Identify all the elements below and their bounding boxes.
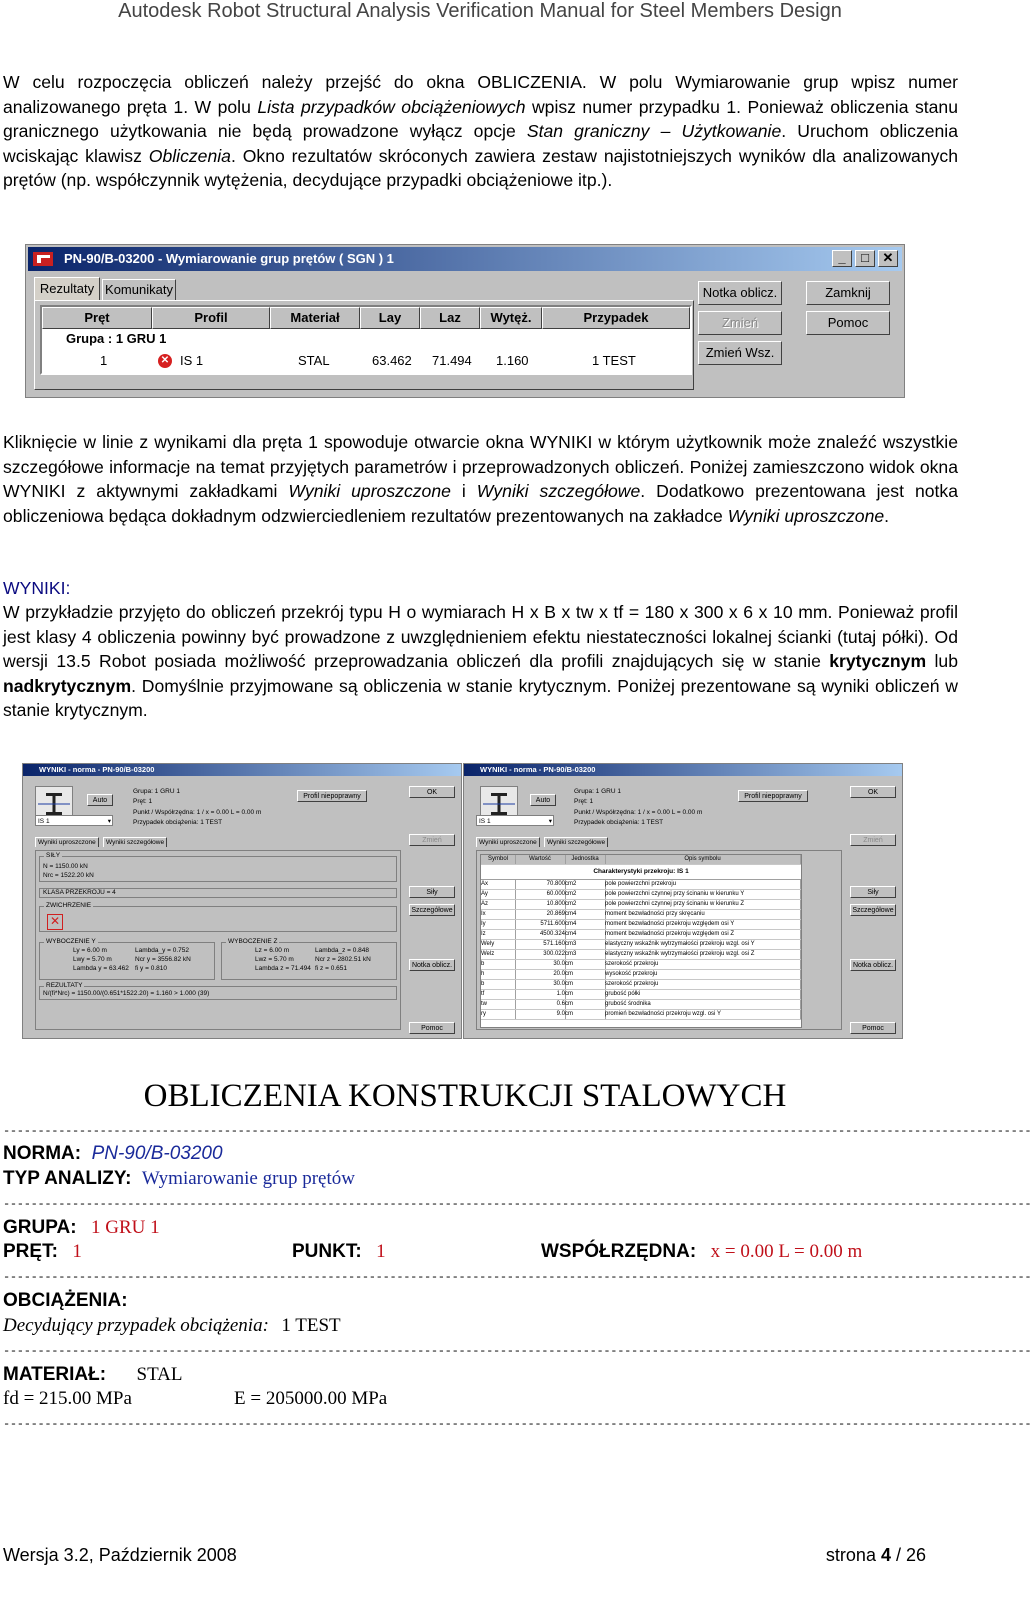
profil-niepoprawny-button[interactable]: Profil niepoprawny xyxy=(297,790,367,802)
pret-text: Pręt: 1 xyxy=(133,798,153,805)
cell-jednostka: cm3 xyxy=(565,940,606,949)
sily-button[interactable]: Siły xyxy=(850,886,896,898)
intro-italic-3: Obliczenia xyxy=(148,145,231,166)
pomoc-button[interactable]: Pomoc xyxy=(806,311,890,335)
pret-line xyxy=(3,1241,82,1263)
formula-text: N/(fi*Nrc) = 1150.00/(0.651*1522.20) = 1.160 > 1.000 (39) xyxy=(43,990,210,997)
cell-jednostka: cm2 xyxy=(565,900,606,909)
cell-jednostka: cm xyxy=(565,970,606,979)
error-icon: ✕ xyxy=(158,354,172,368)
separator: ----------------------------------------------------------------------------------------------------------------------------------------------------- xyxy=(3,1124,1031,1138)
printout-title: OBLICZENIA KONSTRUKCJI STALOWYCH xyxy=(143,1078,787,1114)
klasa-value: KLASA PRZEKROJU = 4 xyxy=(43,889,116,896)
results-window-titlebar[interactable] xyxy=(28,247,902,271)
cell-wartosc: 30.0 xyxy=(515,980,566,989)
grupa-line xyxy=(3,1217,160,1239)
decydujacy-value: 1 TEST xyxy=(281,1315,341,1336)
cell-symbol: Ix xyxy=(481,910,516,919)
row-przypadek: 1 TEST xyxy=(592,353,636,368)
intro-paragraph xyxy=(3,70,958,193)
tab-rezultaty[interactable]: Rezultaty xyxy=(34,277,100,301)
row-lay: 63.462 xyxy=(372,353,412,368)
separator: ----------------------------------------------------------------------------------------------------------------------------------------------------- xyxy=(3,1344,1031,1358)
separator: ----------------------------------------------------------------------------------------------------------------------------------------------------- xyxy=(3,1197,1031,1211)
p2-text-1: Kliknięcie w linie z wynikami dla pręta 1 spowoduje otwarcie okna WYNIKI w którym użytkownik może znaleźć wszystkie szczegółowe informacje na temat przyjętych parametrów i przeprowadzonych obliczeń. Poniżej zamieszczono widok okna WYNIKI z aktywnymi zakładkami xyxy=(3,432,958,501)
pret-label: PRĘT: xyxy=(3,1241,58,1262)
wyniki-window-detailed xyxy=(463,763,903,1039)
cell-jednostka: cm xyxy=(565,960,606,969)
n-value: N = 1150.00 kN xyxy=(43,863,88,870)
nrc-value: Nrc = 1522.20 kN xyxy=(43,872,94,879)
column-header-laz[interactable]: Laz xyxy=(420,307,480,329)
cell-jednostka: cm xyxy=(565,980,606,989)
ncr-y-value: Ncr y = 3556.82 kN xyxy=(135,956,191,963)
cell-opis: szerokość przekroju xyxy=(605,980,801,989)
column-header-pret[interactable]: Pręt xyxy=(42,307,152,329)
wspolrzedna-label: WSPÓŁRZĘDNA: xyxy=(541,1241,697,1262)
cell-jednostka: cm2 xyxy=(565,880,606,889)
wyniki-window-title[interactable]: WYNIKI - norma - PN-90/B-03200 xyxy=(23,764,461,776)
table-row[interactable] xyxy=(481,950,801,960)
lz-value: Lz = 6.00 m xyxy=(255,947,290,954)
table-row[interactable] xyxy=(481,960,801,970)
wyniki-heading: WYNIKI: xyxy=(3,578,71,598)
cell-jednostka: cm4 xyxy=(565,930,606,939)
cell-wartosc: 5711.600 xyxy=(515,920,566,929)
cell-symbol: h xyxy=(481,970,516,979)
zmien-button[interactable]: Zmień xyxy=(698,311,782,335)
sily-button[interactable]: Siły xyxy=(409,886,455,898)
material-value: STAL xyxy=(136,1364,183,1385)
ok-button[interactable]: OK xyxy=(850,786,896,798)
profile-select[interactable] xyxy=(476,815,554,826)
fd-value: fd = 215.00 MPa xyxy=(3,1388,132,1409)
cell-symbol: Welz xyxy=(481,950,516,959)
cell-wartosc: 20.869 xyxy=(515,910,566,919)
table-row[interactable] xyxy=(481,1010,801,1020)
cell-wartosc: 10.800 xyxy=(515,900,566,909)
footer-version: Wersja 3.2, Październik 2008 xyxy=(3,1545,237,1565)
lambda-y-rel-value: Lambda_y = 0.752 xyxy=(135,947,190,954)
lwz-value: Lwz = 5.70 m xyxy=(255,956,294,963)
cell-wartosc: 0.6 xyxy=(515,1000,566,1009)
cell-opis: promień bezwładności przekroju wzgl. osi Y xyxy=(605,1010,801,1019)
column-header-wartosc[interactable]: Wartość xyxy=(515,855,566,864)
zwichrzenie-group-label: ZWICHRZENIE xyxy=(46,902,92,909)
punkt-text: Punkt / Współrzędna: 1 / x = 0.00 L = 0.00 m xyxy=(133,809,262,816)
robot-app-icon xyxy=(32,250,56,268)
cell-symbol: Iz xyxy=(481,930,516,939)
maximize-button[interactable]: □ xyxy=(855,250,875,267)
results-window-title: PN-90/B-03200 - Wymiarowanie grup prętów ( SGN ) 1 xyxy=(64,251,394,266)
wyboczenie-z-label: WYBOCZENIE Z xyxy=(228,938,278,945)
p2-text-2: i xyxy=(450,481,477,501)
separator: ----------------------------------------------------------------------------------------------------------------------------------------------------- xyxy=(3,1270,1031,1284)
table-header-row xyxy=(481,855,801,865)
p2-italic-2: Wyniki szczegółowe xyxy=(476,481,641,501)
cell-wartosc: 20.0 xyxy=(515,970,566,979)
decydujacy-line xyxy=(3,1315,341,1337)
cell-jednostka: cm xyxy=(565,990,606,999)
obciazenia-label: OBCIĄŻENIA: xyxy=(3,1290,128,1311)
table-title-row: Charakterystyki przekroju: IS 1 xyxy=(481,865,801,880)
cell-jednostka: cm xyxy=(565,1010,606,1019)
table-row[interactable] xyxy=(481,980,801,990)
page-header: Autodesk Robot Structural Analysis Verification Manual for Steel Members Design xyxy=(118,0,842,22)
tab-wyniki-uproszczone[interactable]: Wyniki uproszczone xyxy=(35,837,99,847)
table-row[interactable] xyxy=(481,990,801,1000)
minimize-button[interactable]: _ xyxy=(832,250,852,267)
typ-analizy-value: Wymiarowanie grup prętów xyxy=(141,1168,355,1189)
lambda-y-value: Lambda y = 63.462 xyxy=(73,965,129,972)
profile-select-value: IS 1 xyxy=(479,818,491,825)
zwichrzenie-cross-icon: ✕ xyxy=(47,914,63,930)
cell-jednostka: cm4 xyxy=(565,910,606,919)
fi-z-value: fi z = 0.651 xyxy=(315,965,347,972)
column-header-material[interactable]: Materiał xyxy=(270,307,360,329)
notka-oblicz-button[interactable]: Notka oblicz. xyxy=(409,959,455,971)
cell-opis: moment bezwładności przy skręcaniu xyxy=(605,910,801,919)
material-label: MATERIAŁ: xyxy=(3,1364,107,1385)
norma-value: PN-90/B-03200 xyxy=(91,1143,223,1164)
zmien-button[interactable]: Zmień xyxy=(850,834,896,846)
chevron-down-icon: ▾ xyxy=(548,818,552,825)
grupa-text: Grupa: 1 GRU 1 xyxy=(574,788,621,795)
grupa-text: Grupa: 1 GRU 1 xyxy=(133,788,180,795)
cell-symbol: tf xyxy=(481,990,516,999)
intro-italic-2: Stan graniczny – Użytkowanie xyxy=(526,121,782,141)
grupa-value: 1 GRU 1 xyxy=(91,1217,160,1238)
cell-wartosc: 60.000 xyxy=(515,890,566,899)
intro-text-1: W celu rozpoczęcia obliczeń należy przejść do okna OBLICZENIA. W polu Wymiarowanie grup wpisz numer analizowanego pręta 1. W polu xyxy=(3,72,958,117)
auto-button[interactable]: Auto xyxy=(87,794,113,806)
pret-value: 1 xyxy=(72,1241,82,1262)
tab-komunikaty[interactable]: Komunikaty xyxy=(102,279,176,301)
paragraph-2 xyxy=(3,430,958,528)
lambda-z-value: Lambda z = 71.494 xyxy=(255,965,311,972)
p2-text-4: . xyxy=(884,505,890,526)
cell-opis: moment bezwładności przekroju względem osi Z xyxy=(605,930,801,939)
profil-niepoprawny-button[interactable]: Profil niepoprawny xyxy=(738,790,808,802)
cell-wartosc: 300.022 xyxy=(515,950,566,959)
cell-symbol: Wely xyxy=(481,940,516,949)
punkt-text: Punkt / Współrzędna: 1 / x = 0.00 L = 0.00 m xyxy=(574,809,703,816)
ok-button[interactable]: OK xyxy=(409,786,455,798)
cell-opis: szerokość przekroju xyxy=(605,960,801,969)
wyniki-paragraph xyxy=(3,600,958,723)
close-button[interactable]: ✕ xyxy=(878,250,898,267)
row-pret: 1 xyxy=(100,353,108,368)
cell-symbol: Iy xyxy=(481,920,516,929)
cell-jednostka: cm xyxy=(565,1000,606,1009)
table-row[interactable] xyxy=(481,900,801,910)
punkt-label: PUNKT: xyxy=(292,1241,362,1262)
intro-text-2: wpisz numer przypadku 1. Ponieważ obliczenia stanu granicznego użytkowania nie będą prowadzone wyłącz opcje xyxy=(3,96,958,141)
cell-wartosc: 4500.324 xyxy=(515,930,566,939)
wyniki-text-2: lub xyxy=(926,651,958,671)
zwichrzenie-group xyxy=(39,902,397,932)
cell-opis: grubość środnika xyxy=(605,1000,801,1009)
lambda-z-rel-value: Lambda_z = 0.848 xyxy=(315,947,370,954)
footer-page-suffix: / 26 xyxy=(890,1545,926,1565)
column-header-opis[interactable]: Opis symbolu xyxy=(605,855,801,864)
e-value: E = 205000.00 MPa xyxy=(234,1388,388,1409)
cell-symbol: Ax xyxy=(481,880,516,889)
wyboczenie-y-label: WYBOCZENIE Y xyxy=(46,938,96,945)
notka-oblicz-button[interactable]: Notka oblicz. xyxy=(698,281,782,305)
p2-text-3: . Dodatkowo prezentowana jest notka obliczeniowa będąca dokładnym odzwierciedleniem rezultatów prezentowanych na zakładce xyxy=(3,481,958,526)
wyniki-window-title[interactable]: WYNIKI - norma - PN-90/B-03200 xyxy=(464,764,902,776)
wspolrzedna-value: x = 0.00 L = 0.00 m xyxy=(710,1241,863,1262)
cell-opis: grubość półki xyxy=(605,990,801,999)
decydujacy-label: Decydujący przypadek obciążenia: xyxy=(3,1315,269,1336)
table-row[interactable] xyxy=(481,930,801,940)
cell-symbol: tw xyxy=(481,1000,516,1009)
fi-y-value: fi y = 0.810 xyxy=(135,965,167,972)
p2-italic-3: Wyniki uproszczone xyxy=(727,505,885,526)
table-row[interactable] xyxy=(481,920,801,930)
zmien-button[interactable]: Zmień xyxy=(409,834,455,846)
cell-opis: pole powierzchni przekroju xyxy=(605,880,801,889)
table-row[interactable] xyxy=(481,970,801,980)
intro-text-4: . Okno rezultatów skróconych zawiera zestaw najistotniejszych wyników dla analizowanych prętów (np. współczynnik wytężenia, decydujące przypadki obciążeniowe itp.). xyxy=(3,145,958,190)
szczegolowe-button[interactable]: Szczegółowe xyxy=(409,904,455,916)
row-wytez: 1.160 xyxy=(496,353,529,368)
pomoc-button[interactable]: Pomoc xyxy=(409,1022,455,1034)
punkt-value: 1 xyxy=(376,1241,386,1262)
row-profil: IS 1 xyxy=(180,353,204,368)
typ-analizy-label: TYP ANALIZY: xyxy=(3,1168,132,1189)
column-header-przypadek[interactable]: Przypadek xyxy=(542,307,690,329)
footer-page-number: 4 xyxy=(880,1545,891,1565)
cell-symbol: b xyxy=(481,960,516,969)
tab-wyniki-szczegolowe[interactable]: Wyniki szczegółowe xyxy=(103,837,167,847)
ly-value: Ly = 6.00 m xyxy=(73,947,107,954)
column-header-profil[interactable]: Profil xyxy=(152,307,270,329)
wyniki-bold-1: krytycznym xyxy=(829,651,927,671)
cell-symbol: Az xyxy=(481,900,516,909)
sily-group-label: SIŁY xyxy=(46,852,61,859)
cell-opis: elastyczny wskaźnik wytrzymałości przekroju wzgl. osi Y xyxy=(605,940,801,949)
typ-analizy-line xyxy=(3,1168,355,1190)
cell-opis: pole powierzchni czynnej przy ścinaniu w kierunku Z xyxy=(605,900,801,909)
wyniki-text-1: W przykładzie przyjęto do obliczeń przekrój typu H o wymiarach H x B x tw x tf = 180 x 300 x 6 x 10 mm. Ponieważ profil jest klasy 4 obliczenia powinny być prowadzone z uwzględnieniem efektu niestateczności lokalnej ścianki (tutaj półki). Od wersji 13.5 Robot posiada możliwość przeprowadzania obliczeń dla profili znajdujących się w stanie xyxy=(3,602,958,671)
lwy-value: Lwy = 5.70 m xyxy=(73,956,112,963)
profile-select-value: IS 1 xyxy=(38,818,50,825)
table-row[interactable] xyxy=(481,940,801,950)
cell-jednostka: cm2 xyxy=(565,890,606,899)
profile-select[interactable] xyxy=(35,815,113,826)
group-label[interactable]: Grupa : 1 GRU 1 xyxy=(66,331,167,346)
cell-jednostka: cm4 xyxy=(565,920,606,929)
intro-text-3: . Uruchom obliczenia wciskając klawisz xyxy=(3,121,958,166)
cell-opis: pole powierzchni czynnej przy ścinaniu w kierunku Y xyxy=(605,890,801,899)
table-row[interactable] xyxy=(481,890,801,900)
cell-opis: moment bezwładności przekroju względem osi Y xyxy=(605,920,801,929)
zmien-wsz-button[interactable]: Zmień Wsz. xyxy=(698,341,782,365)
cell-opis: wysokość przekroju xyxy=(605,970,801,979)
column-header-lay[interactable]: Lay xyxy=(360,307,420,329)
grupa-label: GRUPA: xyxy=(3,1217,77,1238)
material-line xyxy=(3,1364,183,1386)
results-grid[interactable] xyxy=(40,305,692,375)
chevron-down-icon: ▾ xyxy=(107,818,111,825)
section-properties-table[interactable] xyxy=(480,854,802,1028)
notka-oblicz-button[interactable]: Notka oblicz. xyxy=(850,959,896,971)
p2-italic-1: Wyniki uproszczone xyxy=(288,481,451,501)
pret-text: Pręt: 1 xyxy=(574,798,594,805)
cell-symbol: b xyxy=(481,980,516,989)
cell-wartosc: 30.0 xyxy=(515,960,566,969)
punkt-line xyxy=(292,1241,386,1263)
rezultaty-group-label: REZULTATY xyxy=(46,982,83,989)
cell-wartosc: 70.800 xyxy=(515,880,566,889)
tab-wyniki-uproszczone[interactable]: Wyniki uproszczone xyxy=(476,837,540,847)
results-window xyxy=(25,244,905,398)
ncr-z-value: Ncr z = 2802.51 kN xyxy=(315,956,371,963)
table-row[interactable] xyxy=(481,1000,801,1010)
pomoc-button[interactable]: Pomoc xyxy=(850,1022,896,1034)
wyniki-text-3: . Domyślnie przyjmowane są obliczenia w stanie krytycznym. Poniżej prezentowane są wyniki obliczeń w stanie krytycznym. xyxy=(3,675,958,720)
cell-wartosc: 571.160 xyxy=(515,940,566,949)
wyniki-bold-2: nadkrytycznym xyxy=(3,675,132,696)
table-row[interactable] xyxy=(481,910,801,920)
separator: ----------------------------------------------------------------------------------------------------------------------------------------------------- xyxy=(3,1417,1031,1431)
row-laz: 71.494 xyxy=(432,353,472,368)
cell-symbol: Ay xyxy=(481,890,516,899)
row-material: STAL xyxy=(298,353,330,368)
cell-symbol: ry xyxy=(481,1010,516,1019)
wyniki-window-simple xyxy=(22,763,462,1039)
norma-line xyxy=(3,1143,223,1165)
szczegolowe-button[interactable]: Szczegółowe xyxy=(850,904,896,916)
table-row[interactable] xyxy=(481,880,801,890)
column-header-jednostka[interactable]: Jednostka xyxy=(565,855,606,864)
footer-page-prefix: strona xyxy=(825,1545,881,1565)
cell-opis: elastyczny wskaźnik wytrzymałości przekroju wzgl. osi Z xyxy=(605,950,801,959)
zamknij-button[interactable]: Zamknij xyxy=(806,281,890,305)
column-header-symbol[interactable]: Symbol xyxy=(481,855,516,864)
tab-wyniki-szczegolowe[interactable]: Wyniki szczegółowe xyxy=(544,837,608,847)
auto-button[interactable]: Auto xyxy=(530,794,556,806)
cell-wartosc: 9.0 xyxy=(515,1010,566,1019)
column-header-wytez[interactable]: Wytęż. xyxy=(480,307,542,329)
cell-wartosc: 1.0 xyxy=(515,990,566,999)
przypadek-text: Przypadek obciążenia: 1 TEST xyxy=(133,819,223,826)
wspolrzedna-line xyxy=(541,1241,862,1263)
footer-page xyxy=(826,1545,926,1566)
przypadek-text: Przypadek obciążenia: 1 TEST xyxy=(574,819,664,826)
intro-italic-1: Lista przypadków obciążeniowych xyxy=(257,96,526,117)
norma-label: NORMA: xyxy=(3,1143,82,1164)
cell-jednostka: cm3 xyxy=(565,950,606,959)
